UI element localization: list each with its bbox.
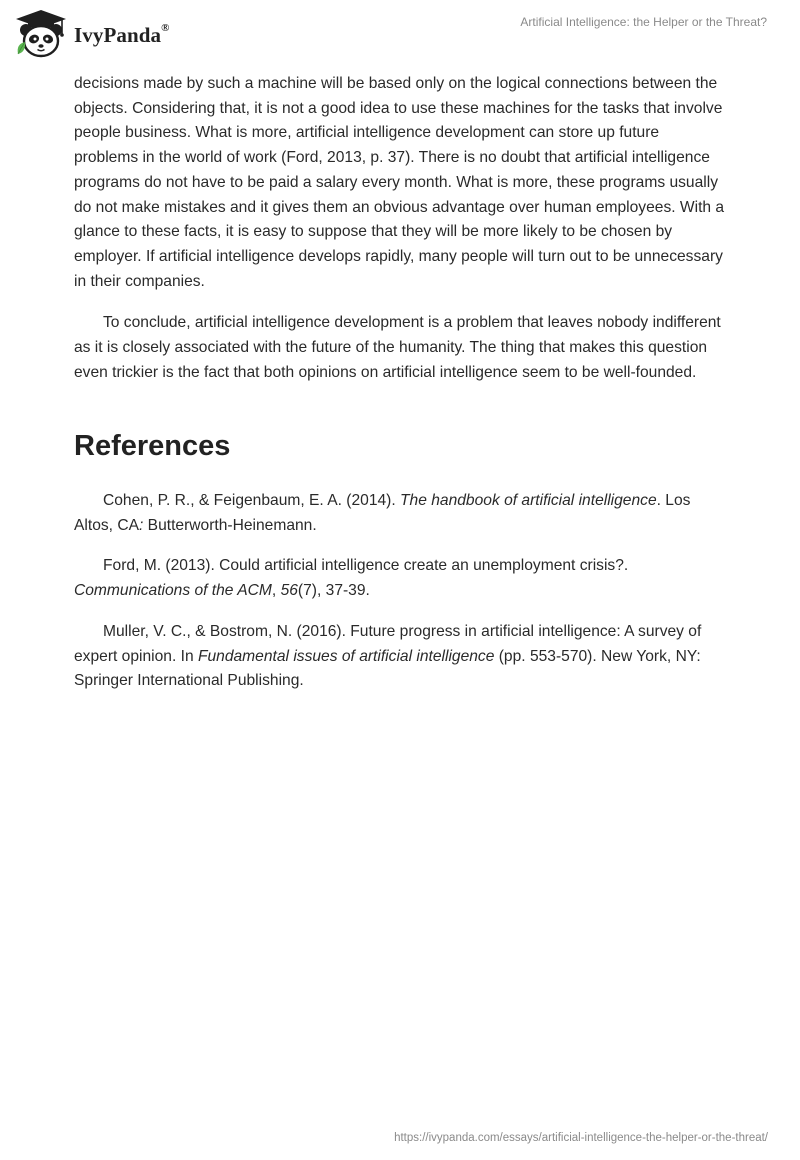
brand-name: IvyPanda® bbox=[74, 21, 170, 47]
reference-item: Muller, V. C., & Bostrom, N. (2016). Future progress in artificial intelligence: A survey of expert opinion. In Fundamental issues of artificial intelligence (pp. 553-570). New York, NY: Springer International Publishing. bbox=[74, 622, 702, 690]
source-url[interactable]: https://ivypanda.com/essays/artificial-intelligence-the-helper-or-the-threat/ bbox=[394, 1132, 768, 1144]
running-title: Artificial Intelligence: the Helper or the Threat? bbox=[520, 15, 767, 29]
body-paragraph-conclusion: To conclude, artificial intelligence development is a problem that leaves nobody indifferent as it is closely associated with the future of the humanity. The thing that makes this question even trickier is the fact that both opinions on artificial intelligence seem to be well-founded. bbox=[74, 314, 721, 381]
reference-item: Cohen, P. R., & Feigenbaum, E. A. (2014). The handbook of artificial intelligence. Los Altos, CA: Butterworth-Heinemann. bbox=[74, 492, 691, 534]
body-paragraph-continued: decisions made by such a machine will be based only on the logical connections between the objects. Considering that, it is not a good idea to use these machines for the tasks that involve people business. What is more, artificial intelligence development can store up future problems in the world of work (Ford, 2013, p. 37). There is no doubt that artificial intelligence programs do not have to be paid a salary every month. What is more, these programs usually do not make mistakes and it gives them an obvious advantage over human employees. With a glance to these facts, it is easy to suppose that they will be more likely to be chosen by employer. If artificial intelligence develops rapidly, many people will turn out to be unnecessary in their companies. bbox=[74, 75, 725, 290]
essay-body bbox=[74, 72, 726, 385]
ivypanda-logo[interactable] bbox=[14, 8, 170, 60]
registered-mark: ® bbox=[161, 21, 170, 34]
panda-graduate-icon bbox=[14, 8, 68, 60]
page-header bbox=[0, 0, 800, 64]
reference-item: Ford, M. (2013). Could artificial intelligence create an unemployment crisis?. Communications of the ACM, 56(7), 37-39. bbox=[74, 557, 629, 600]
references-heading: References bbox=[74, 430, 231, 462]
references-list bbox=[74, 489, 726, 710]
